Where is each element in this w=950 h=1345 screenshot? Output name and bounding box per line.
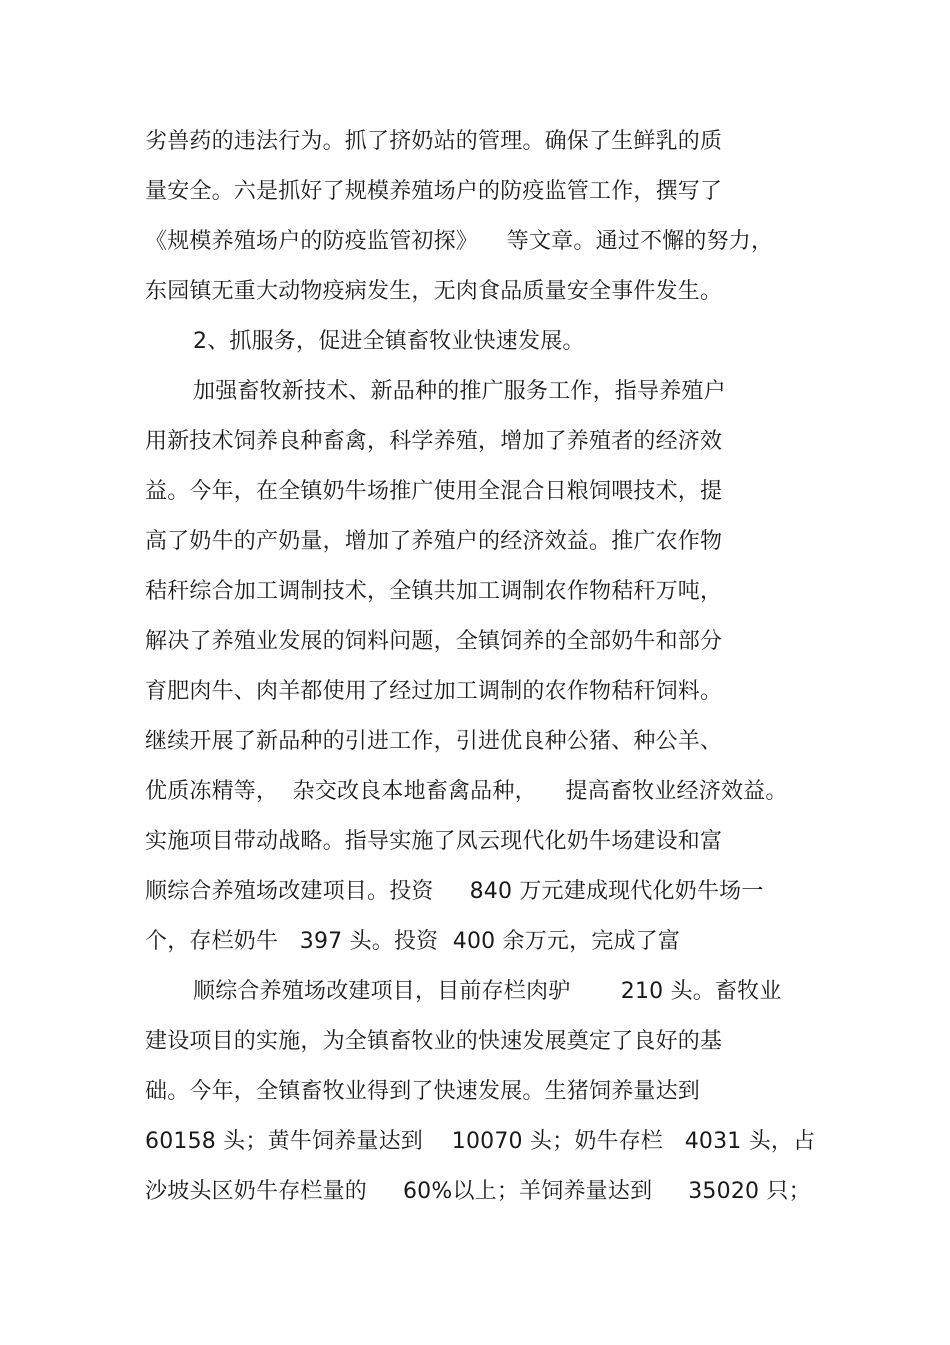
- text-line-18: 顺综合养殖场改建项目，目前存栏肉驴 210 头。畜牧业: [193, 979, 782, 1004]
- text-line-10: 秸秆综合加工调制技术，全镇共加工调制农作物秸秆万吨，: [145, 579, 723, 604]
- text-line-2: 量安全。六是抓好了规模养殖场户的防疫监管工作，撰写了: [145, 179, 723, 204]
- text-line-9: 高了奶牛的产奶量，增加了养殖户的经济效益。推广农作物: [145, 529, 723, 554]
- text-line-15: 实施项目带动战略。指导实施了凤云现代化奶牛场建设和富: [145, 829, 723, 854]
- text-line-20: 础。今年，全镇畜牧业得到了快速发展。生猪饲养量达到: [145, 1079, 701, 1104]
- text-line-8: 益。今年，在全镇奶牛场推广使用全混合日粮饲喂技术，提: [145, 479, 723, 504]
- text-line-11: 解决了养殖业发展的饲料问题，全镇饲养的全部奶牛和部分: [145, 629, 723, 654]
- text-line-17: 个，存栏奶牛 397 头。投资 400 余万元，完成了富: [145, 929, 681, 954]
- text-line-21: 60158 头；黄牛饲养量达到 10070 头；奶牛存栏 4031 头，占: [145, 1129, 816, 1154]
- text-line-1: 劣兽药的违法行为。抓了挤奶站的管理。确保了生鲜乳的质: [145, 129, 723, 154]
- text-line-3: 《规模养殖场户的防疫监管初探》 等文章。通过不懈的努力，: [145, 229, 774, 254]
- text-line-12: 育肥肉牛、肉羊都使用了经过加工调制的农作物秸秆饲料。: [145, 679, 723, 704]
- text-line-4: 东园镇无重大动物疫病发生，无肉食品质量安全事件发生。: [145, 279, 723, 304]
- text-line-7: 用新技术饲养良种畜禽，科学养殖，增加了养殖者的经济效: [145, 429, 723, 454]
- text-line-22: 沙坡头区奶牛存栏量的 60%以上；羊饲养量达到 35020 只；: [145, 1179, 811, 1204]
- text-line-6: 加强畜牧新技术、新品种的推广服务工作，指导养殖户: [193, 379, 726, 404]
- text-line-19: 建设项目的实施，为全镇畜牧业的快速发展奠定了良好的基: [145, 1029, 723, 1054]
- text-line-13: 继续开展了新品种的引进工作，引进优良种公猪、种公羊、: [145, 729, 723, 754]
- text-line-14: 优质冻精等， 杂交改良本地畜禽品种， 提高畜牧业经济效益。: [145, 779, 788, 804]
- section-heading: 2、抓服务，促进全镇畜牧业快速发展。: [193, 329, 585, 354]
- text-line-16: 顺综合养殖场改建项目。投资 840 万元建成现代化奶牛场一: [145, 879, 764, 904]
